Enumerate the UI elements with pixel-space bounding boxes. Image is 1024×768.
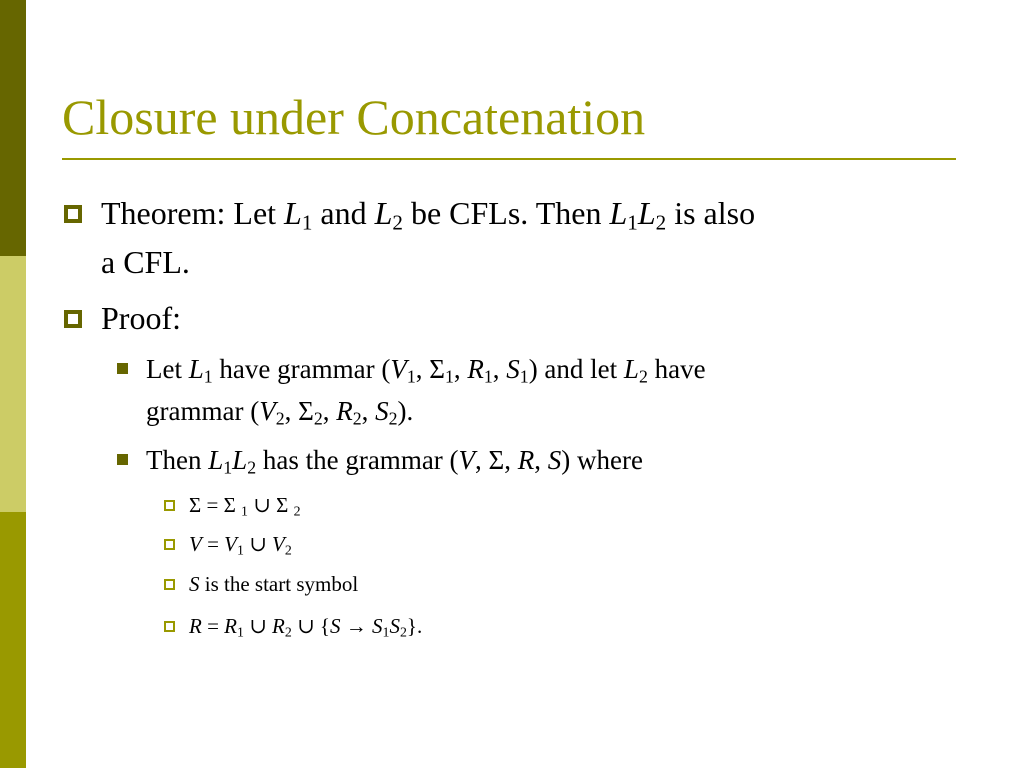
bullet-v-def (164, 539, 175, 550)
math-variable: S (506, 354, 520, 384)
bullet-proof (64, 310, 82, 328)
text-run: ∪ (243, 532, 273, 556)
math-variable: L (188, 354, 204, 384)
math-variable: R (272, 614, 285, 638)
text-run: ∪ Σ (247, 493, 294, 517)
math-variable: S (547, 445, 562, 475)
subscript: 1 (483, 366, 493, 387)
math-variable: S (389, 614, 400, 638)
subscript: 2 (399, 624, 407, 640)
text-run: is also (666, 195, 756, 231)
math-variable: V (272, 532, 285, 556)
text-run: have (647, 354, 706, 384)
grammar-line-2 (146, 395, 413, 427)
bullet-then-grammar (117, 454, 128, 465)
text-run: Theorem: Let (101, 195, 285, 231)
math-variable: R (224, 614, 237, 638)
math-variable: R (336, 396, 353, 426)
math-variable: S (372, 614, 383, 638)
subscript: 1 (241, 503, 248, 519)
subscript: 1 (301, 210, 313, 235)
grammar-line-1 (146, 353, 706, 385)
text-run: a CFL. (101, 244, 190, 280)
then-grammar-line (146, 444, 643, 476)
subscript: 2 (352, 408, 362, 429)
bullet-r-def (164, 621, 175, 632)
subscript: 2 (293, 503, 301, 519)
subscript: 1 (237, 542, 244, 558)
subscript: 2 (655, 210, 667, 235)
r-def (189, 613, 422, 639)
math-variable: V (458, 445, 476, 475)
subscript: 2 (247, 457, 257, 478)
accent-bar-top (0, 0, 26, 256)
slide-title: Closure under Concatenation (62, 89, 646, 145)
bullet-sigma-def (164, 500, 175, 511)
text-run: Then (146, 445, 209, 475)
math-variable: S (189, 572, 200, 596)
subscript: 2 (313, 408, 323, 429)
subscript: 2 (392, 210, 403, 235)
math-variable: R (467, 354, 484, 384)
proof-label (101, 299, 181, 337)
text-run: }. (406, 614, 423, 638)
title-underline (62, 158, 956, 160)
subscript: 2 (284, 542, 292, 558)
subscript: 1 (627, 210, 638, 235)
math-variable: V (259, 396, 276, 426)
subscript: 1 (382, 624, 390, 640)
text-run: Σ = Σ (189, 493, 242, 517)
text-run: is the start symbol (199, 572, 359, 596)
text-run: = (201, 532, 225, 556)
text-run: ) where (561, 445, 643, 475)
subscript: 1 (237, 624, 244, 640)
text-run: → (340, 614, 372, 638)
subscript: 1 (519, 366, 529, 387)
text-run: ) and let (528, 354, 624, 384)
text-run: ). (397, 396, 414, 426)
theorem-line-1 (101, 194, 756, 235)
subscript: 2 (275, 408, 285, 429)
subscript: 2 (388, 408, 398, 429)
math-variable: L (232, 445, 248, 475)
subscript: 2 (284, 624, 292, 640)
subscript: 1 (203, 366, 213, 387)
text-run: Let (146, 354, 189, 384)
text-run: , Σ (284, 396, 314, 426)
bullet-grammar (117, 363, 128, 374)
math-variable: L (609, 195, 628, 231)
math-variable: V (224, 532, 237, 556)
text-run: , (492, 354, 507, 384)
sigma-def (189, 492, 301, 518)
subscript: 1 (406, 366, 416, 387)
text-run: grammar ( (146, 396, 260, 426)
subscript: 1 (444, 366, 454, 387)
text-run: ∪ (243, 614, 273, 638)
start-symbol-def (189, 571, 358, 597)
text-run: , (534, 445, 548, 475)
accent-bar-bottom (0, 512, 26, 768)
text-run: , Σ (415, 354, 445, 384)
bullet-theorem (64, 205, 82, 223)
math-variable: V (189, 532, 202, 556)
math-variable: R (517, 445, 535, 475)
subscript: 2 (638, 366, 648, 387)
math-variable: S (330, 614, 341, 638)
text-run: Proof: (101, 300, 181, 336)
text-run: ∪ { (291, 614, 330, 638)
math-variable: R (189, 614, 202, 638)
math-variable: L (284, 195, 302, 231)
text-run: be CFLs. Then (402, 195, 610, 231)
math-variable: L (208, 445, 224, 475)
text-run: , (453, 354, 468, 384)
text-run: , Σ, (475, 445, 518, 475)
subscript: 1 (223, 457, 233, 478)
accent-bar-middle (0, 256, 26, 512)
math-variable: L (374, 195, 393, 231)
math-variable: L (623, 354, 639, 384)
math-variable: V (390, 354, 407, 384)
text-run: has the grammar ( (256, 445, 459, 475)
left-accent-bar (0, 0, 26, 768)
math-variable: S (375, 396, 389, 426)
math-variable: L (637, 195, 656, 231)
text-run: have grammar ( (212, 354, 391, 384)
v-def (189, 531, 292, 557)
text-run: = (201, 614, 225, 638)
bullet-start-symbol (164, 579, 175, 590)
text-run: , (361, 396, 376, 426)
theorem-line-2 (101, 243, 190, 281)
text-run: and (312, 195, 375, 231)
text-run: , (322, 396, 337, 426)
